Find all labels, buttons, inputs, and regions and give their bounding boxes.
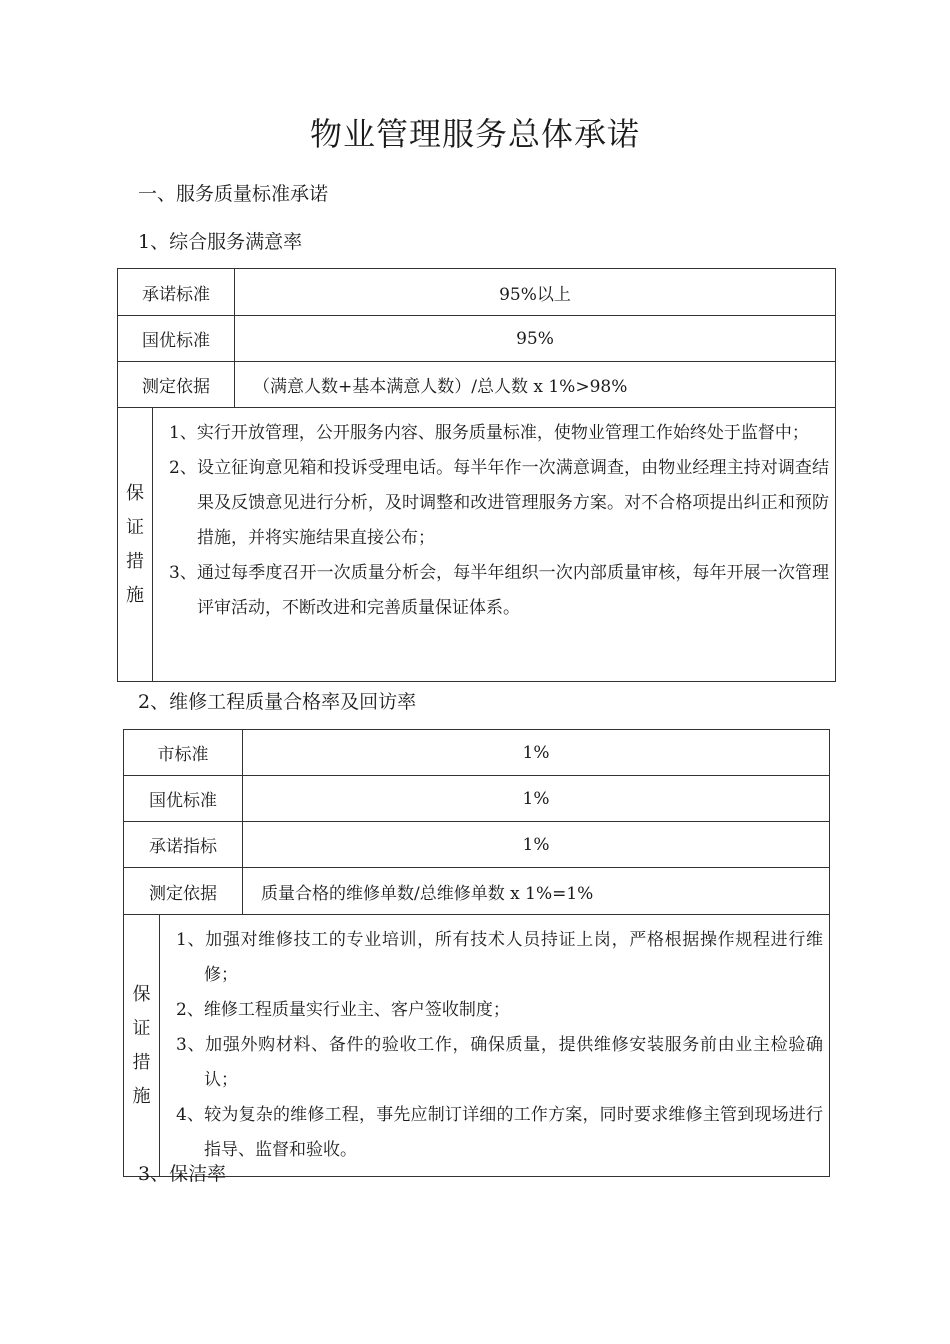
- item1-heading: 1、综合服务满意率: [138, 231, 303, 253]
- list-item: 2、设立征询意见箱和投诉受理电话。每半年作一次满意调查，由物业经理主持对调查结果及反馈意见进行分析，及时调整和改进管理服务方案。对不合格项提出纠正和预防措施，并将实施结果直接公布；: [169, 458, 829, 548]
- list-item: 2、维修工程质量实行业主、客户签收制度；: [176, 1000, 510, 1020]
- measures-list: [153, 408, 836, 682]
- measures-list: [160, 915, 830, 1177]
- table-row: [124, 776, 830, 822]
- section-heading: 一、服务质量标准承诺: [138, 183, 329, 205]
- row-value: 1%: [243, 730, 830, 776]
- row-label: 国优标准: [124, 776, 243, 822]
- table-row: [124, 822, 830, 868]
- row-label: 测定依据: [118, 362, 235, 408]
- row-value: 95%: [235, 316, 836, 362]
- table-row: [118, 316, 836, 362]
- list-item: 1、加强对维修技工的专业培训，所有技术人员持证上岗，严格根据操作规程进行维修；: [176, 930, 823, 985]
- list-item: 3、加强外购材料、备件的验收工作，确保质量，提供维修安装服务前由业主检验确认；: [176, 1035, 823, 1090]
- satisfaction-table: [117, 268, 836, 682]
- row-value: 95%以上: [235, 269, 836, 316]
- row-value: 1%: [243, 776, 830, 822]
- row-label: 市标准: [124, 730, 243, 776]
- table-row: [124, 730, 830, 776]
- document-title: 物业管理服务总体承诺: [309, 115, 640, 153]
- repair-table: [123, 729, 830, 1177]
- row-value: 质量合格的维修单数/总维修单数 x 1%=1%: [243, 868, 830, 915]
- row-value: 1%: [243, 822, 830, 868]
- table-row: [118, 362, 836, 408]
- row-label: 国优标准: [118, 316, 235, 362]
- item3-heading: 3、保洁率: [138, 1163, 227, 1185]
- list-item: 3、通过每季度召开一次质量分析会，每半年组织一次内部质量审核，每年开展一次管理评审活动，不断改进和完善质量保证体系。: [169, 563, 829, 618]
- row-label: 测定依据: [124, 868, 243, 915]
- measures-label: 保 证 措 施: [118, 408, 153, 682]
- table-row: [124, 868, 830, 915]
- row-label: 承诺指标: [124, 822, 243, 868]
- row-label: 承诺标准: [118, 269, 235, 316]
- list-item: 4、较为复杂的维修工程，事先应制订详细的工作方案，同时要求维修主管到现场进行指导、监督和验收。: [176, 1105, 823, 1160]
- list-item: 1、实行开放管理，公开服务内容、服务质量标准，使物业管理工作始终处于监督中；: [169, 423, 809, 443]
- table-row: [118, 269, 836, 316]
- row-value: （满意人数+基本满意人数）/总人数 x 1%>98%: [235, 362, 836, 408]
- item2-heading: 2、维修工程质量合格率及回访率: [138, 691, 417, 713]
- table-row: [118, 408, 836, 682]
- table-row: [124, 915, 830, 1177]
- measures-label: 保 证 措 施: [124, 915, 160, 1177]
